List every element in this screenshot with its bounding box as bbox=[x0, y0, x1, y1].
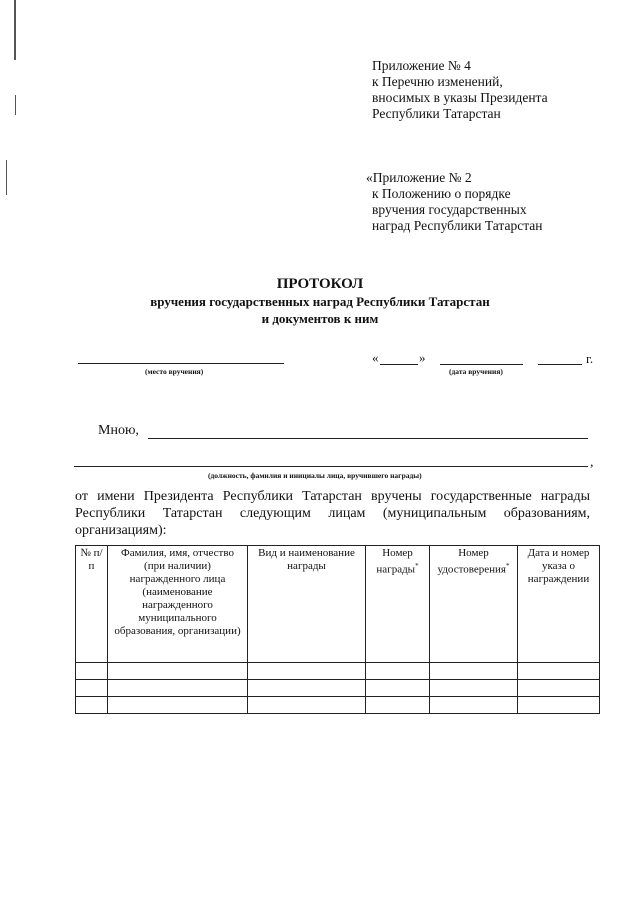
place-field-line[interactable] bbox=[78, 363, 284, 364]
table-cell[interactable] bbox=[430, 663, 518, 680]
header-num: № п/п bbox=[76, 546, 108, 663]
table-row bbox=[76, 697, 600, 714]
appendix-2-line-2: к Положению о порядке bbox=[372, 186, 511, 201]
year-field-line[interactable] bbox=[538, 364, 582, 365]
table-cell[interactable] bbox=[108, 697, 248, 714]
table-cell[interactable] bbox=[366, 697, 430, 714]
table-cell[interactable] bbox=[518, 697, 600, 714]
table-cell[interactable] bbox=[518, 663, 600, 680]
document-subtitle-line-2: и документов к ним bbox=[261, 311, 379, 326]
table-cell[interactable] bbox=[76, 697, 108, 714]
document-title: ПРОТОКОЛ bbox=[276, 276, 364, 292]
table-header-row bbox=[76, 546, 600, 663]
table-cell[interactable] bbox=[76, 663, 108, 680]
document-subtitle-line-1: вручения государственных наград Республики Татарстан bbox=[150, 294, 490, 309]
scan-edge-mark-3 bbox=[6, 160, 7, 195]
scan-edge-mark-1 bbox=[14, 0, 16, 60]
table-cell[interactable] bbox=[430, 680, 518, 697]
header-award: Вид и наименование награды bbox=[248, 546, 366, 663]
header-award-no bbox=[366, 546, 430, 663]
table-cell[interactable] bbox=[248, 663, 366, 680]
footnote-mark: * bbox=[505, 562, 510, 570]
appendix-4-block bbox=[372, 58, 548, 122]
appendix-2-line-3: вручения государственных bbox=[372, 202, 527, 217]
table-cell[interactable] bbox=[108, 680, 248, 697]
header-cert-no-text: Номер удостоверения bbox=[437, 547, 506, 576]
appendix-4-line-2: к Перечню изменений, bbox=[372, 74, 503, 89]
year-suffix: г. bbox=[586, 351, 594, 366]
presenter-comma: , bbox=[590, 455, 594, 470]
appendix-4-line-1: Приложение № 4 bbox=[372, 58, 471, 73]
table-row bbox=[76, 680, 600, 697]
day-field-line[interactable] bbox=[380, 364, 418, 365]
table-cell[interactable] bbox=[366, 663, 430, 680]
table-cell[interactable] bbox=[248, 680, 366, 697]
table-cell[interactable] bbox=[366, 680, 430, 697]
awards-paragraph: от имени Президента Республики Татарстан вручены государственные награды Республики Татарстан следующим лицам (муниципальным образованиям, организациям): bbox=[75, 489, 590, 538]
presenter-label: Мною, bbox=[98, 423, 139, 438]
table-cell[interactable] bbox=[108, 663, 248, 680]
presenter-field-line-1[interactable] bbox=[148, 438, 588, 439]
table-row bbox=[76, 663, 600, 680]
table-cell[interactable] bbox=[76, 680, 108, 697]
table-cell[interactable] bbox=[248, 697, 366, 714]
presenter-caption: (должность, фамилия и инициалы лица, вручившего награды) bbox=[208, 471, 422, 480]
place-caption: (место вручения) bbox=[145, 367, 204, 376]
header-name: Фамилия, имя, отчество (при наличии) награжденного лица (наименование награжденного муниципального образования, организации) bbox=[108, 546, 248, 663]
appendix-2-block bbox=[366, 170, 542, 234]
appendix-2-line-1: «Приложение № 2 bbox=[366, 170, 472, 185]
day-quote-close: » bbox=[419, 350, 426, 365]
appendix-4-line-4: Республики Татарстан bbox=[372, 106, 501, 121]
day-quote-open: « bbox=[372, 350, 379, 365]
header-cert-no bbox=[430, 546, 518, 663]
presenter-field-line-2[interactable] bbox=[74, 466, 588, 467]
table-cell[interactable] bbox=[430, 697, 518, 714]
header-award-no-text: Номер награды bbox=[376, 547, 416, 576]
footnote-mark: * bbox=[415, 562, 419, 570]
date-caption: (дата вручения) bbox=[449, 367, 503, 376]
month-field-line[interactable] bbox=[440, 364, 523, 365]
table-cell[interactable] bbox=[518, 680, 600, 697]
appendix-4-line-3: вносимых в указы Президента bbox=[372, 90, 548, 105]
header-decree: Дата и номер указа о награждении bbox=[518, 546, 600, 663]
appendix-2-line-4: наград Республики Татарстан bbox=[372, 218, 543, 233]
awards-table bbox=[75, 545, 600, 714]
scan-edge-mark-2 bbox=[15, 95, 16, 115]
